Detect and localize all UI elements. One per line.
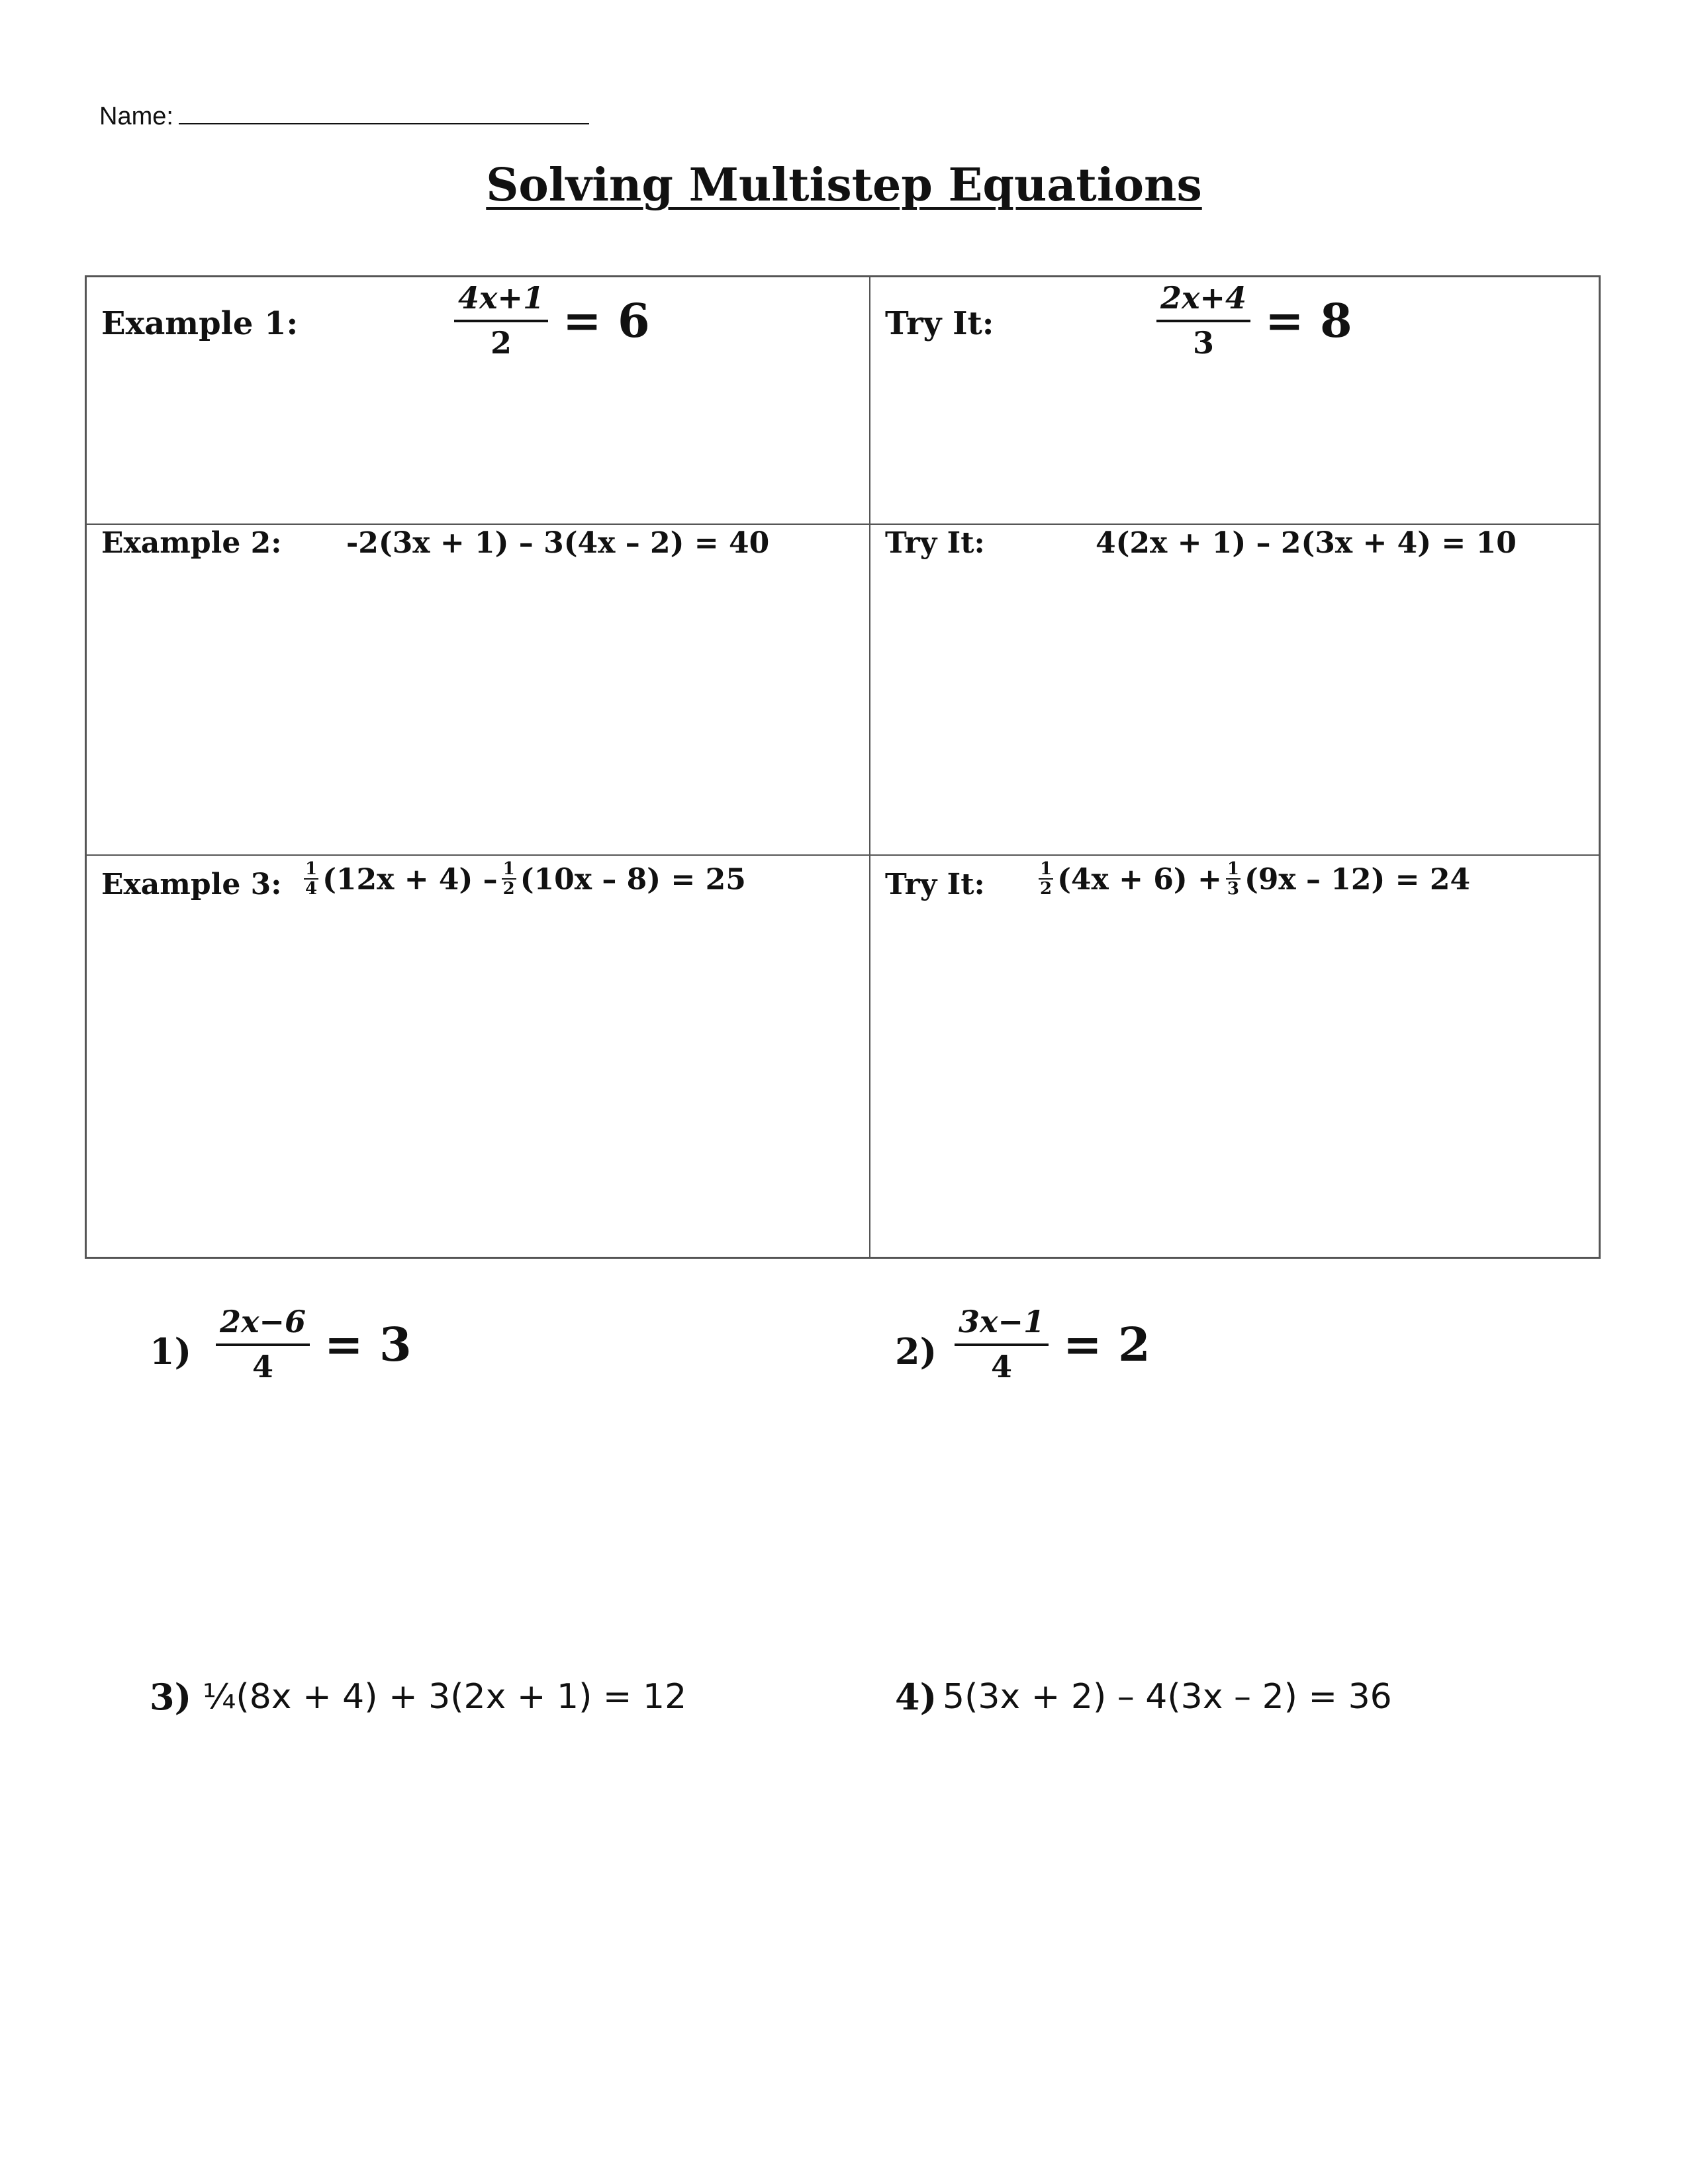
- examples-grid: [85, 275, 1601, 1259]
- try-it-2-label: Try It:: [885, 526, 985, 560]
- try-it-3-fraction-2: $\frac{1}{3}$: [1227, 859, 1239, 899]
- example-3-part-1: (12x + 4) –: [322, 862, 498, 897]
- try-it-2-equation: 4(2x + 1) – 2(3x + 4) = 10: [1096, 526, 1517, 560]
- example-2-label: Example 2:: [101, 526, 282, 560]
- problem-2-numerator: 3x−1: [955, 1304, 1049, 1346]
- try-it-3-fraction-1: $\frac{1}{2}$: [1040, 859, 1053, 899]
- try-it-1-numerator: 2x+4: [1156, 280, 1250, 322]
- example-3-fraction-1: $\frac{1}{4}$: [305, 859, 318, 899]
- problem-3-equation: ¼(8x + 4) + 3(2x + 1) = 12: [203, 1677, 687, 1717]
- problem-2-rhs: = 2: [1062, 1316, 1150, 1372]
- example-3-fraction-2: $\frac{1}{2}$: [502, 859, 515, 899]
- problem-1-equation: [216, 1304, 412, 1385]
- example-3-cell[interactable]: [87, 856, 869, 1257]
- problem-2-equation: [955, 1304, 1150, 1385]
- problem-1-denominator: 4: [252, 1349, 273, 1385]
- example-2-cell[interactable]: [87, 525, 869, 854]
- try-it-3-part-1: (4x + 6) +: [1057, 862, 1222, 897]
- problem-2-denominator: 4: [990, 1349, 1012, 1385]
- problem-1-rhs: = 3: [324, 1316, 412, 1372]
- try-it-3-cell[interactable]: [870, 856, 1601, 1257]
- example-3-label: Example 3:: [101, 868, 282, 901]
- try-it-1-cell[interactable]: [870, 277, 1601, 523]
- try-it-3-equation: [1035, 859, 1471, 901]
- name-field[interactable]: [99, 99, 589, 131]
- try-it-3-label: Try It:: [885, 868, 985, 901]
- example-1-cell[interactable]: [87, 277, 869, 523]
- problem-2-number: 2): [895, 1330, 937, 1373]
- problem-1-numerator: 2x−6: [216, 1304, 310, 1346]
- example-3-part-2: (10x – 8) = 25: [520, 862, 746, 897]
- example-1-equation: [454, 280, 650, 361]
- name-blank-line[interactable]: [179, 99, 589, 124]
- problem-1-number: 1): [150, 1330, 192, 1373]
- example-2-equation: -2(3x + 1) – 3(4x – 2) = 40: [346, 526, 770, 560]
- problem-3-number: 3): [150, 1676, 192, 1718]
- example-1-rhs: = 6: [562, 293, 650, 348]
- try-it-2-cell[interactable]: [870, 525, 1601, 854]
- example-1-denominator: 2: [490, 325, 512, 361]
- try-it-1-label: Try It:: [885, 305, 994, 342]
- problem-4-number: 4): [895, 1676, 937, 1718]
- example-1-label: Example 1:: [101, 305, 299, 342]
- name-label: Name:: [99, 103, 173, 130]
- example-1-numerator: 4x+1: [454, 280, 548, 322]
- example-3-equation: [300, 859, 746, 901]
- problem-4-equation: 5(3x + 2) – 4(3x – 2) = 36: [943, 1677, 1392, 1717]
- try-it-1-rhs: = 8: [1264, 293, 1352, 348]
- try-it-3-part-2: (9x – 12) = 24: [1244, 862, 1471, 897]
- page-title: Solving Multistep Equations: [486, 159, 1202, 212]
- try-it-1-denominator: 3: [1192, 325, 1214, 361]
- try-it-1-equation: [1156, 280, 1352, 361]
